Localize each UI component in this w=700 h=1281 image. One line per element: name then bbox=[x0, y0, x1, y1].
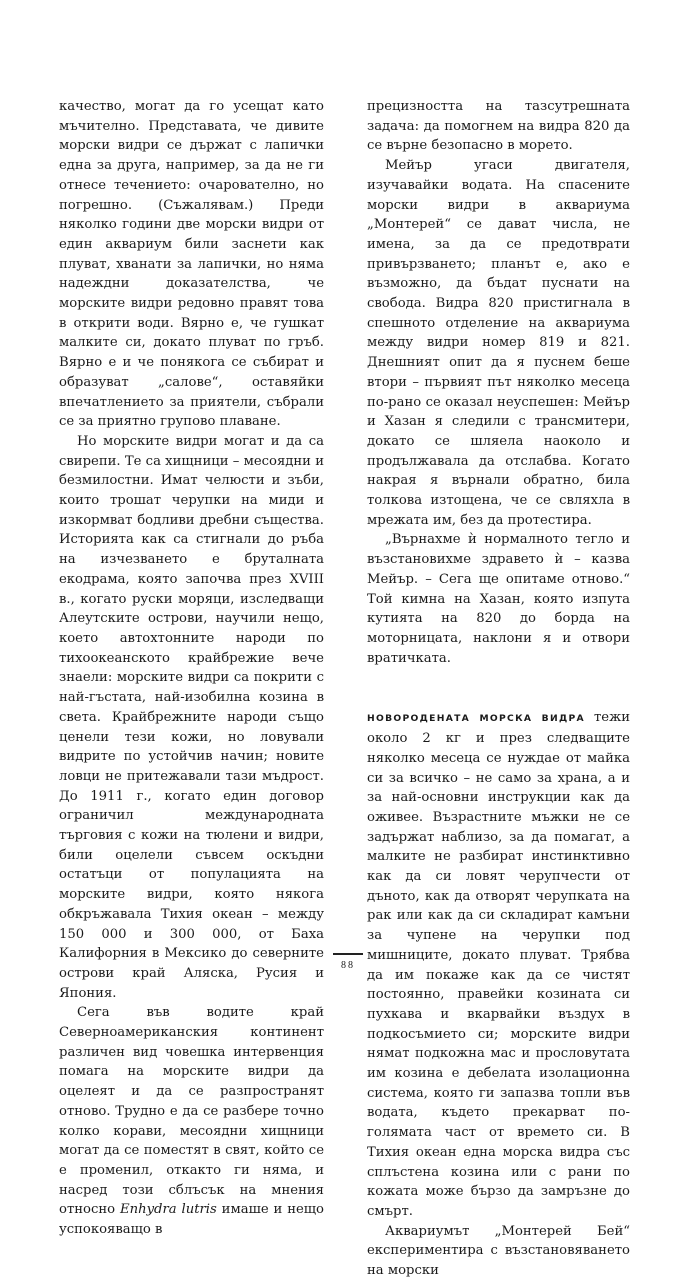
paragraph: „Върнахме ѝ нормалното тегло и възстановихме здравето ѝ – казва Мейър. – Сега ще опитаме отново.“ Той кимна на Хазан, която изпута кутията на 820 до борда на моторницата, наклони я и отвори вратичката. bbox=[367, 532, 630, 666]
section-lead-in: НОВОРОДЕНАТА МОРСКА ВИДРА bbox=[367, 713, 585, 725]
paragraph: качество, могат да го усещат като мъчително. Представата, че дивите морски видри се държат с лапички една за друга, например, за да не ги отнесе течението: очарователно, но погрешно. (Съжалявам.) Преди няколко години две морски видри от един аквариум били заснети как плуват, хванати за лапички, но няма надеждни доказателства, че морските видри редовно правят това в открити води. Вярно е, че гушкат малките си, докато плуват по гръб. Вярно е и че понякога се събират и образуват „салове“, оставяйки впечатлението за приятели, събрали се за приятно групово плаване. bbox=[59, 99, 324, 430]
paragraph-text: имаше и нещо успокояващо в bbox=[59, 1202, 324, 1238]
paragraph-text: тежи около 2 кг и през следващите няколко месеца се нуждае от майка си за всичко – не само за храна, а и за най-основни инструкции как да оживее. Възрастните мъжки не се задържат наблизо, за да помагат, а малките не разбират инстинктивно как да си ловят черупчести от дъното, как да отворят черупката на рак или как да си складират камъни за чупене на черупки под мишниците, докато плуват. Трябва да им покаже как да се чистят постоянно, правейки козината си пухкава и вкарвайки въздух в подкосъмието си; морските видри нямат подкожна мас и прословутата им козина е дебелата изолационна система, която ги запазва топли във водата, където прекарват по-голямата част от времето си. В Тихия океан една морска видра със сплъстена козина или с рани по кожата може бързо да замръзне до смърт. bbox=[367, 710, 630, 1219]
paragraph-text: Сега във водите край Северноамериканския континент различен вид човешка интервенция помага на морските видри да оцелеят и да се разпространят отново. Трудно е да се разбере точно колко корави, месоядни хищници могат да се поместят в свят, който се е променил, откакто ги няма, и насред този сблъсък на мнения относно bbox=[59, 1005, 324, 1218]
paragraph: Но морските видри могат и да са свирепи. Те са хищници – месоядни и безмилостни. Имат челюсти и зъби, които трошат черупки на миди и изкормват бодливи дребни същества. Историята как са стигнали до ръба на изчезването е бруталната екодрама, която започва през XVIII в., когато руски моряци, изследващи Алеутските острови, научили нещо, което автохтонните народи по тихоокеанското крайбрежие вече знаели: морските видри са покрити с най-гъстата, най-изобилна козина в света. Крайбрежните народи също ценели тези кожи, но ловували видрите по устойчив начин; новите ловци не притежавали тази мъдрост. До 1911 г., когато един договор ограничил международната търговия с кожи на тюлени и видри, били оцелели съвсем оскъдни остатъци от популацията на морските видри, която някога обкръжавала Тихия океан – между 150 000 и 300 000, от Баха Калифорния в Мексико до северните острови край Аляска, Русия и Япония. bbox=[59, 433, 324, 1001]
page-number-rule bbox=[333, 953, 363, 955]
species-name: Enhydra lutris bbox=[119, 1202, 217, 1218]
paragraph: Мейър угаси двигателя, изучавайки водата. На спасените морски видри в аквариума „Монтерей“ се дават числа, не имена, за да се предотврати привързването; планът е, ако е възможно, да бъдат пуснати на свобода. Видра 820 пристигнала в спешното отделение на аквариума между видри номер 819 и 821. Днешният опит да я пуснем беше втори – първият път няколко месеца по-рано се оказал неуспешен: Мейър и Хазан я следили с трансмитери, докато се шляела наоколо и продължавала да отслабва. Когато накрая я върнали обратно, била толкова изтощена, че се свляхла в мрежата им, без да протестира. bbox=[367, 158, 630, 528]
paragraph bbox=[59, 1003, 324, 1239]
left-column bbox=[59, 97, 324, 1240]
page-number: 88 bbox=[341, 960, 355, 971]
paragraph: Аквариумът „Монтерей Бей“ експериментира с възстановяването на морски bbox=[367, 1223, 630, 1279]
paragraph bbox=[367, 708, 630, 1221]
paragraph: прецизността на тазсутрешната задача: да помогнем на видра 820 да се върне безопасно в морето. bbox=[367, 99, 630, 154]
right-column bbox=[367, 97, 630, 1281]
